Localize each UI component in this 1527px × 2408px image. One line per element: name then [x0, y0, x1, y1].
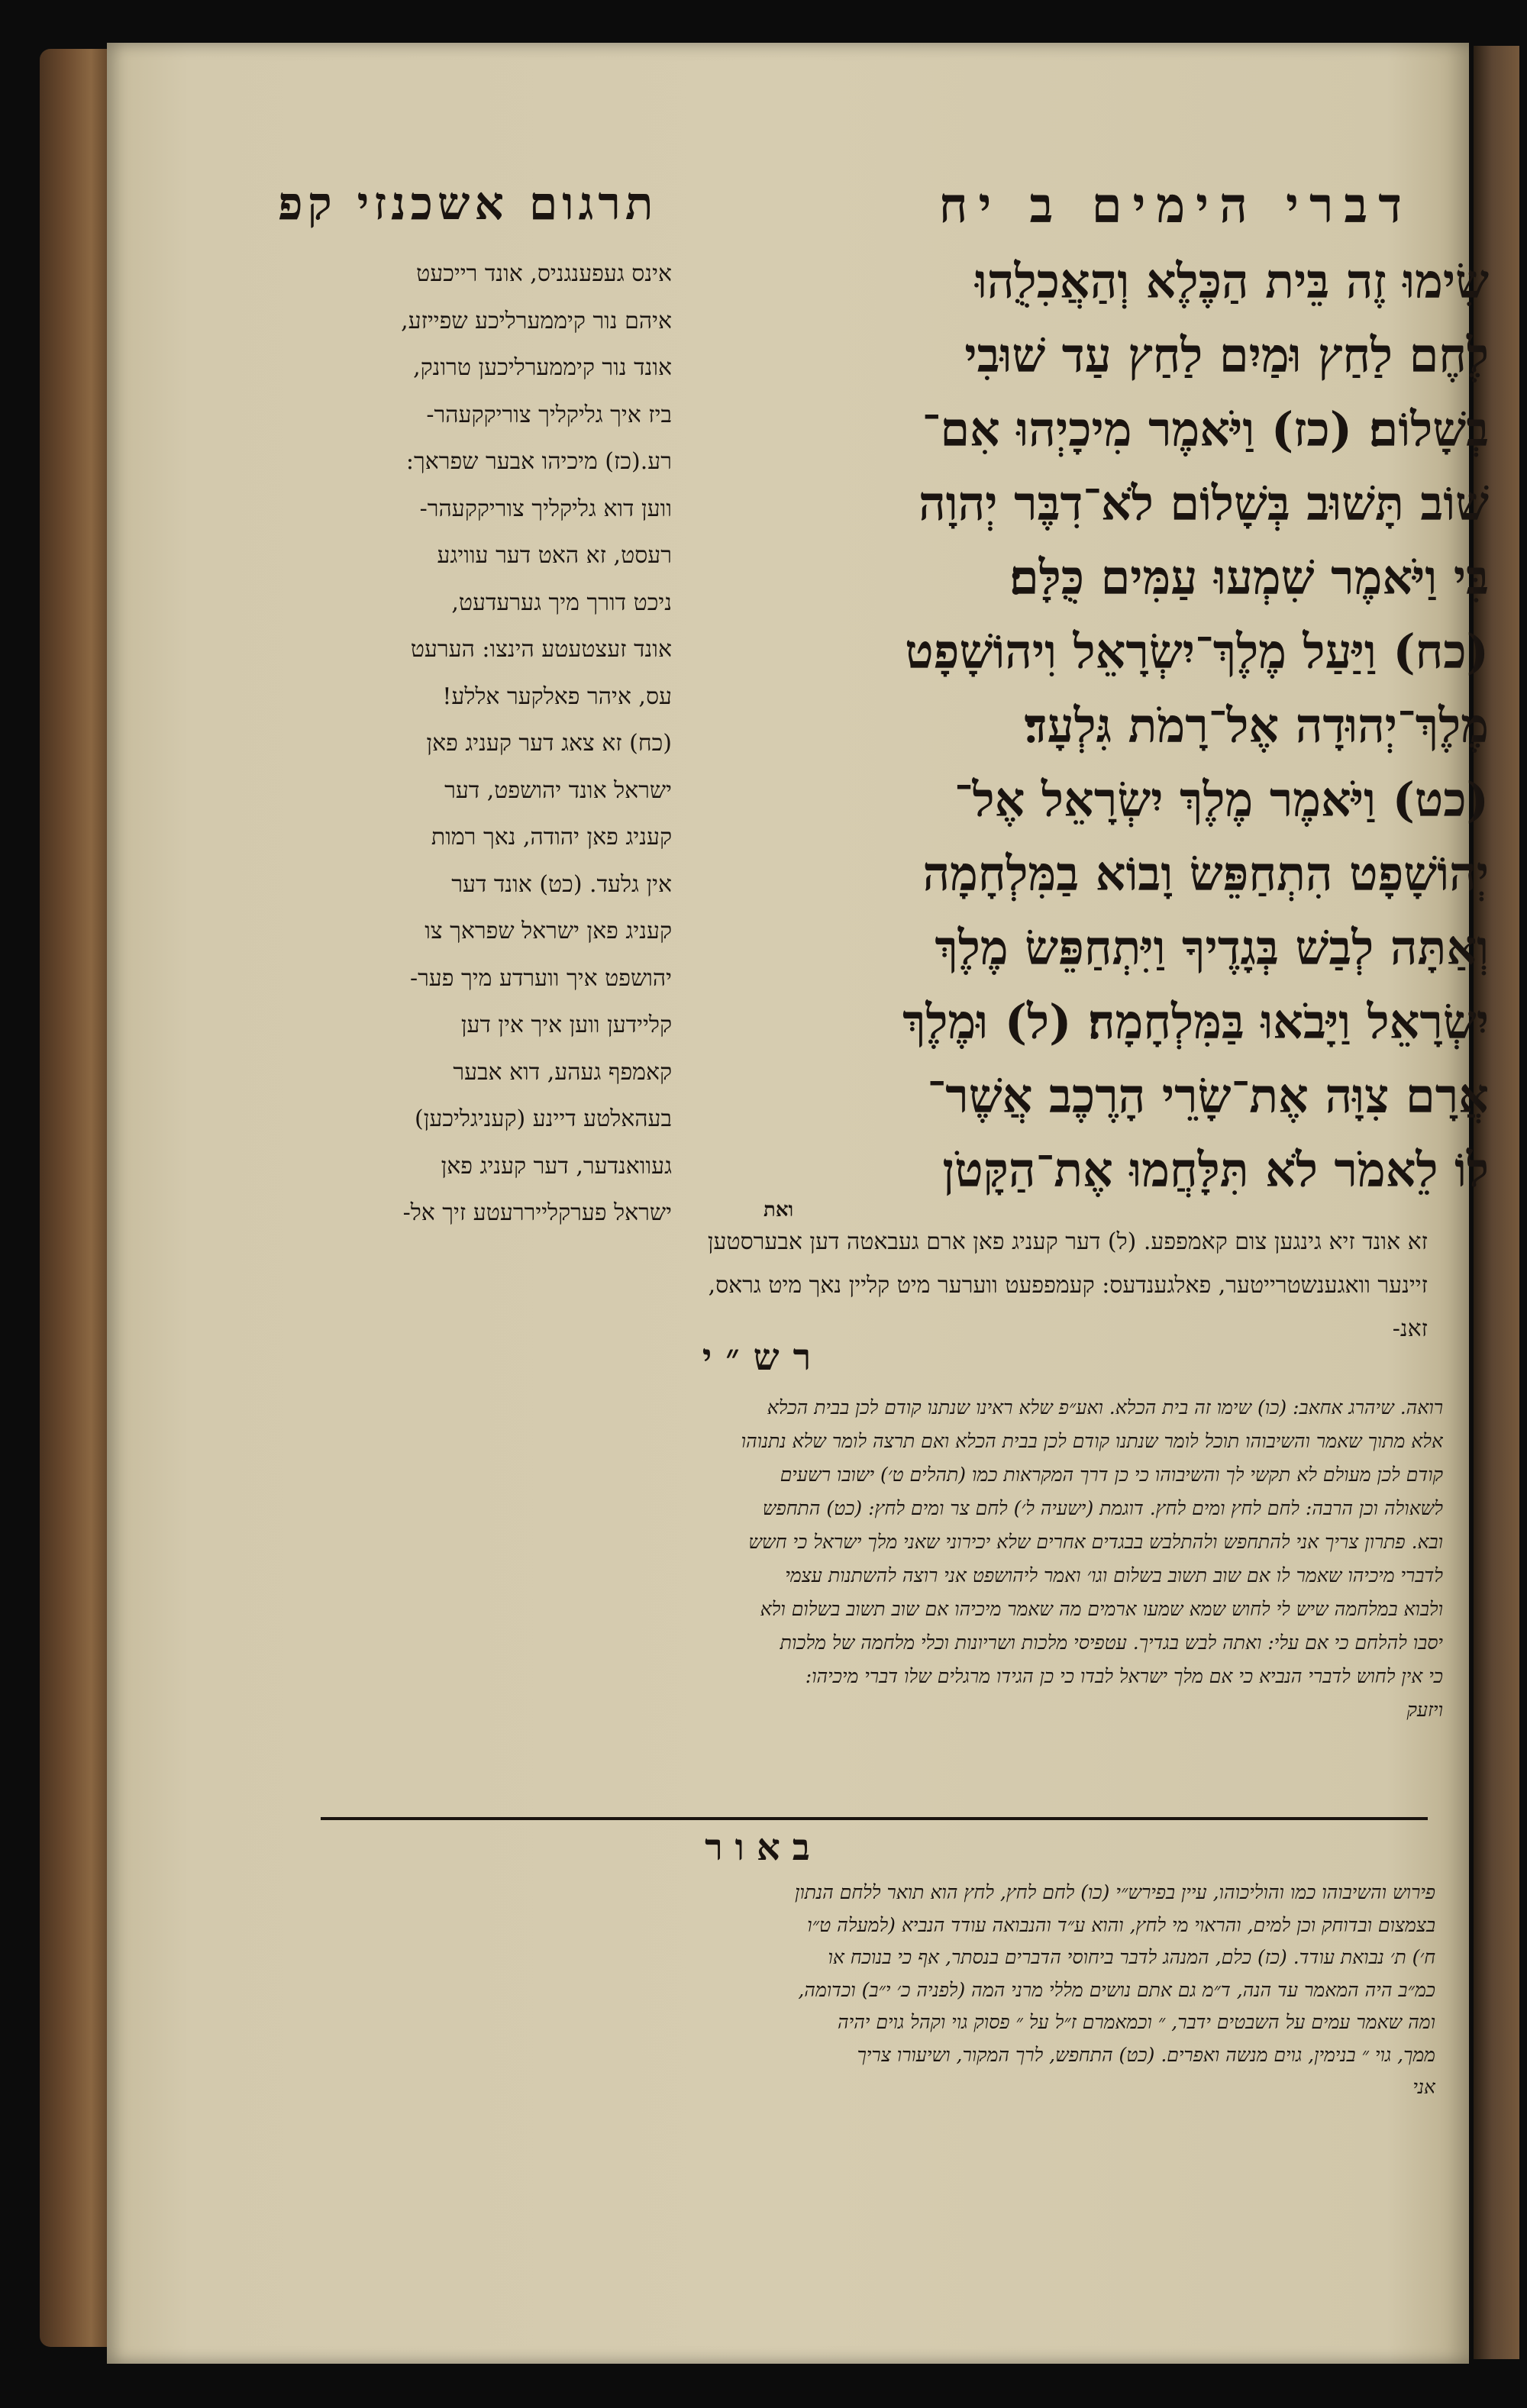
- main-text-line: (כח) וַיַּעַל מֶלֶךְ־יִשְׂרָאֵל וִיהוֹשָׁפָט: [905, 624, 1489, 679]
- main-text-line: יִשְׂרָאֵל וַיָּבֹאוּ בַּמִּלְחָמָה׃ (ל) וּמֶלֶךְ: [902, 994, 1489, 1050]
- rashi-commentary: [282, 1391, 1443, 1727]
- targum-line: עס, איהר פאלקער אללע!: [442, 683, 672, 710]
- biur-line: בצמצום ובדוחק וכן למים, והראוי מי לחץ, והוא ע״ד והנבואה עודד הנביא (למעלה ט״ו: [807, 1913, 1435, 1936]
- rashi-line: ובא. פתרון צריך אני להתחפש ולהתלבש בבגדים אחרים שלא יכירוני שאני מלך ישראל כי חשש: [748, 1531, 1443, 1553]
- targum-line: קעניג פאן יהודה, נאך רמות: [431, 824, 672, 851]
- targum-line: אונד נור קיממערליכען טרונק,: [413, 354, 672, 381]
- targum-line: ישראל אונד יהושפט, דער: [444, 776, 672, 804]
- biur-commentary: [321, 1877, 1435, 2104]
- main-text-line: לֶחֶם לַחַץ וּמַיִם לַחַץ עַד שׁוּבִי: [964, 328, 1489, 383]
- targum-column: [290, 250, 672, 1226]
- biur-line: ח׳) ת׳ נבואת עודד. (כז) כלם, המנהג לדבר ביחוסי הדברים בנסתר, אף כי בנוכח או: [828, 1946, 1435, 1968]
- biur-heading: באור: [705, 1826, 822, 1869]
- targum-line: ביז איך גליקליך צוריקקעהר-: [426, 401, 672, 428]
- main-text-line: בִּי וַיֹּאמֶר שִׁמְעוּ עַמִּים כֻּלָּם׃: [1009, 550, 1489, 605]
- rashi-line: לדברי מיכיהו שאמר לו אם שוב תשוב בשלום וגו׳ ואמר ליהושפט אני רוצה להשתנות עצמי: [785, 1564, 1443, 1587]
- targum-line: קליידען ווען איך אין דען: [460, 1012, 672, 1038]
- main-text-line: מֶלֶךְ־יְהוּדָה אֶל־רָמֹת גִּלְעָד׃: [1024, 698, 1489, 754]
- biur-line: אני: [1412, 2076, 1435, 2098]
- running-title-right: דברי הימים ב יח: [938, 177, 1412, 234]
- targum-line: קאמפף געהע, דוא אבער: [453, 1058, 672, 1086]
- rashi-line: ויזעק: [1406, 1699, 1443, 1721]
- main-text-line: יְהוֹשָׁפָט הִתְחַפֵּשׂ וָבוֹא בַמִּלְחָמָה: [922, 846, 1489, 902]
- catchword: ואת: [764, 1199, 794, 1222]
- main-hebrew-text: [695, 244, 1489, 1237]
- targum-line: געוואנדער, דער קעניג פאן: [441, 1152, 672, 1180]
- biur-line: ממך, גוי ״ בנימין, גוים מנשה ואפרים. (כט) התחפש, לרך המקור, ושיעורו צריך: [857, 2043, 1435, 2066]
- rashi-line: רואה. שיהרג אחאב: (כו) שימו זה בית הכלא. ואע״פ שלא ראינו שנתנו קודם לכן בבית הכלא: [767, 1396, 1443, 1419]
- targum-line: ניכט דורך מיך גערעדעט,: [451, 589, 672, 616]
- main-text-line: וְאַתָּה לְבַשׁ בְּגָדֶיךָ וַיִּתְחַפֵּשׂ מֶלֶךְ: [935, 920, 1489, 976]
- targum-line: אינס געפענגניס, אונד רייכעט: [416, 260, 672, 287]
- rashi-line: קודם לכן מעולם לא תקשי לך והשיבוהו כי כן דרך המקראות כמו (תהלים ט׳) ישובו רשעים: [780, 1464, 1443, 1486]
- rashi-line: ולבוא במלחמה שיש לי לחוש שמא שמעו ארמים מה שאמר מיכיהו אם שוב תשוב בשלום ולא: [760, 1598, 1443, 1620]
- running-title-left: תרגום אשכנזי קפ: [278, 177, 658, 231]
- targum-line: רעסט, זא האט דער עוויגע: [437, 542, 672, 569]
- targum-line: רע.(כז) מיכיהו אבער שפראך:: [405, 448, 672, 475]
- main-text-line: שִׂימוּ זֶה בֵּית הַכֶּלֶא וְהַאֲכִלֻהוּ: [975, 253, 1489, 309]
- book-edge: [40, 49, 113, 2347]
- rashi-line: יסבו להלחם כי אם עלי: ואתה לבש בגדיך. עטפיסי מלכות ושריונות וכלי מלחמה של מלכות: [780, 1632, 1443, 1654]
- targum-line: (כח) זא צאג דער קעניג פאן: [426, 730, 672, 757]
- rashi-heading: רש״י: [702, 1336, 825, 1379]
- targum-line: זא אונד זיא גינגען צום קאמפפע. (ל) דער קעניג פאן ארם געבאטה דען אבערסטען: [707, 1228, 1428, 1255]
- main-text-line: שׁוֹב תָּשׁוּב בְּשָׁלוֹם לֹא־דִבֶּר יְהוָה: [918, 476, 1489, 531]
- rashi-line: לשאולה וכן הרבה: לחם לחץ ומים לחץ. דוגמת (ישעיה ל׳) לחם צר ומים לחץ: (כט) התחפש: [762, 1497, 1443, 1519]
- biur-line: ומה שאמר עמים על השבטים ידבר, ״ וכמאמרם ז״ל על ״ פסוק גוי וקהל גוים יהיה: [838, 2011, 1435, 2033]
- main-text-line: לוֹ לֵאמֹר לֹא תִּלָּחֲמוּ אֶת־הַקָּטֹן: [942, 1142, 1489, 1198]
- targum-line: אונד זעצטעטע הינצו: הערעט: [410, 636, 672, 663]
- targum-line: אין גלעד. (כט) אונד דער: [451, 870, 672, 898]
- targum-line: בעהאלטע דיינע (קעניגליכען): [415, 1106, 672, 1132]
- biur-line: פירוש והשיבוהו כמו והוליכוהו, עיין בפירש״י (כו) לחם לחץ, לחץ הוא תואר ללחם הנתון: [795, 1881, 1435, 1903]
- targum-line: ווען דוא גליקליך צוריקקעהר-: [419, 495, 672, 522]
- targum-line: ישראל פערקלייררעטע זיך אל-: [402, 1199, 672, 1226]
- main-text-line: אֲרָם צִוָּה אֶת־שָׂרֵי הָרֶכֶב אֲשֶׁר־: [927, 1068, 1489, 1124]
- rashi-line: אלא מתוך שאמר והשיבוהו תוכל לומר שנתנו קודם לכן בבית הכלא ואם תרצה לומר שלא נתנוהו: [741, 1430, 1443, 1452]
- targum-line: זיינער וואגענשטרייטער, פאלגענדעס: קעמפפעט ווערער מיט קליין נאך מיט גראס,: [708, 1272, 1428, 1299]
- targum-line: זאנ-: [1392, 1315, 1428, 1342]
- main-text-line: בְשָׁלוֹם׃ (כז) וַיֹּאמֶר מִיכָיְהוּ אִם־: [922, 402, 1489, 457]
- main-text-line: (כט) וַיֹּאמֶר מֶלֶךְ יִשְׂרָאֵל אֶל־: [954, 772, 1489, 828]
- targum-line: יהושפט איך ווערדע מיך פער-: [409, 964, 672, 992]
- page-header: [229, 177, 1412, 238]
- targum-line: איהם נור קיממערליכע שפייזע,: [401, 307, 672, 334]
- rashi-line: כי אין לחוש לדברי הנביא כי אם מלך ישראל לבדו כי כן הגידו מרגלים שלו דברי מיכיהו:: [805, 1665, 1443, 1687]
- targum-line: קעניג פאן ישראל שפראך צו: [425, 918, 672, 944]
- section-divider: [321, 1817, 1428, 1820]
- biur-line: כמ״ב היה המאמר עד הנה, ד״מ גם אתם נושים מללי מרני המה (לפניה כ׳ י״ב) וכדומה,: [798, 1978, 1435, 2001]
- targum-continuation: [282, 1220, 1428, 1351]
